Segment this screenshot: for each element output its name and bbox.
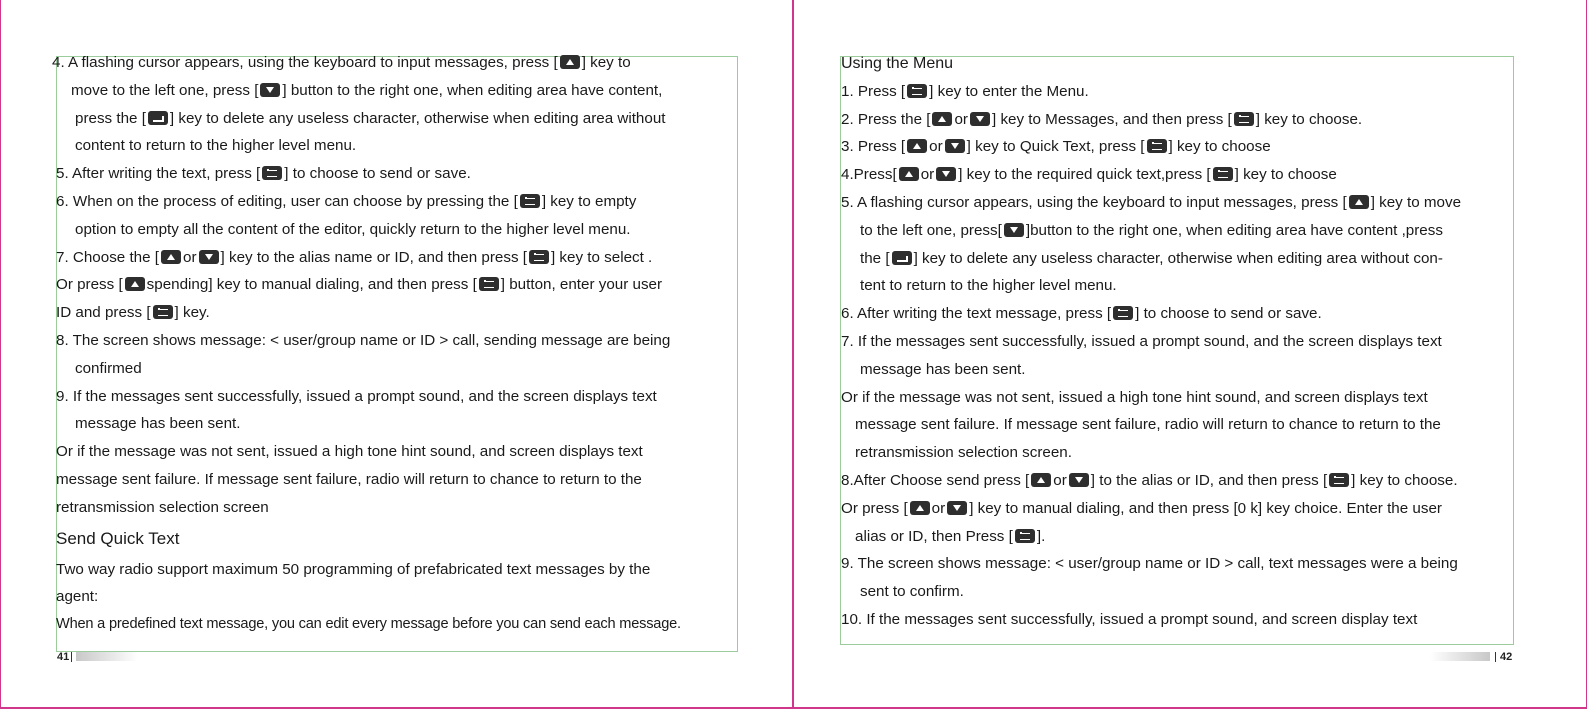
down-arrow-key-icon bbox=[199, 250, 219, 264]
menu-step-1: 1. Press [ ] key to enter the Menu. bbox=[841, 82, 1089, 100]
back-key-icon bbox=[148, 111, 168, 125]
step-7-line: 7. Choose the [ or ] key to the alias name or ID, and then press [ ] key to select . bbox=[56, 248, 653, 266]
down-arrow-key-icon bbox=[1004, 223, 1024, 237]
up-arrow-key-icon bbox=[910, 501, 930, 515]
section-heading-send-quick-text: Send Quick Text bbox=[56, 528, 180, 548]
menu-step-9-line-2: sent to confirm. bbox=[860, 583, 964, 601]
step-8-line-2: confirmed bbox=[75, 359, 142, 377]
menu-step-2: 2. Press the [ or ] key to Messages, and then press [ ] key to choose. bbox=[841, 110, 1363, 128]
menu-step-9-line-1: 9. The screen shows message: < user/group name or ID > call, text messages were a being bbox=[841, 555, 1458, 573]
failure-line-3: retransmission selection screen bbox=[56, 498, 269, 516]
section-heading-using-the-menu: Using the Menu bbox=[841, 55, 954, 72]
step-6-line-2: option to empty all the content of the editor, quickly return to the higher level menu. bbox=[75, 220, 631, 238]
left-page bbox=[0, 0, 792, 709]
menu-manual-dial-line-1: Or press [ or ] key to manual dialing, and then press [0 k] key choice. Enter the user bbox=[841, 499, 1442, 517]
up-arrow-key-icon bbox=[560, 55, 580, 69]
up-arrow-key-icon bbox=[899, 167, 919, 181]
down-arrow-key-icon bbox=[1069, 473, 1089, 487]
step-4-line-2: move to the left one, press [ ] button to the right one, when editing area have content, bbox=[71, 81, 663, 99]
down-arrow-key-icon bbox=[260, 83, 280, 97]
step-9-line-1: 9. If the messages sent successfully, issued a prompt sound, and the screen displays text bbox=[56, 387, 657, 405]
manual-dial-line-2: ID and press [ ] key. bbox=[56, 304, 210, 322]
menu-step-7-line-2: message has been sent. bbox=[860, 360, 1026, 378]
up-arrow-key-icon bbox=[1031, 473, 1051, 487]
menu-key-icon bbox=[907, 84, 927, 98]
page-number-right: 42 bbox=[1500, 651, 1513, 663]
manual-dial-line-1: Or press [ spending] key to manual dialing, and then press [ ] button, enter your user bbox=[56, 276, 663, 294]
menu-key-icon bbox=[1213, 167, 1233, 181]
menu-manual-dial-line-2: alias or ID, then Press [ ]. bbox=[855, 527, 1046, 545]
back-key-icon bbox=[892, 251, 912, 265]
menu-step-4: 4.Press[ or ] key to the required quick text,press [ ] key to choose bbox=[841, 166, 1337, 184]
left-text-block bbox=[52, 49, 681, 639]
step-5-line: 5. After writing the text, press [ ] to choose to send or save. bbox=[56, 165, 471, 183]
menu-step-3: 3. Press [ or ] key to Quick Text, press [ ] key to choose bbox=[841, 138, 1271, 156]
failure-line-2: message sent failure. If message sent failure, radio will return to chance to return to the bbox=[56, 470, 642, 488]
step-8-line-1: 8. The screen shows message: < user/group name or ID > call, sending message are being bbox=[56, 331, 671, 349]
menu-key-icon bbox=[1329, 473, 1349, 487]
menu-step-7-line-1: 7. If the messages sent successfully, issued a prompt sound, and the screen displays text bbox=[841, 332, 1442, 350]
menu-step-8: 8.After Choose send press [ or ] to the alias or ID, and then press [ ] key to choose. bbox=[841, 471, 1458, 489]
menu-key-icon bbox=[153, 305, 173, 319]
step-6-line-1: 6. When on the process of editing, user can choose by pressing the [ ] key to empty bbox=[56, 192, 637, 210]
menu-key-icon bbox=[1113, 306, 1133, 320]
menu-failure-line-1: Or if the message was not sent, issued a high tone hint sound, and screen displays text bbox=[841, 388, 1428, 406]
down-arrow-key-icon bbox=[936, 167, 956, 181]
page-number-bar-right bbox=[1430, 652, 1490, 661]
quick-text-para-line-2: agent: bbox=[56, 588, 99, 606]
menu-step-5-line-4: tent to return to the higher level menu. bbox=[860, 277, 1117, 295]
up-arrow-key-icon bbox=[125, 277, 145, 291]
quick-text-para-line-3: When a predefined text message, you can edit every message before you can send each message. bbox=[56, 616, 681, 633]
step-4-line-3: press the [ ] key to delete any useless character, otherwise when editing area without bbox=[75, 109, 666, 127]
menu-failure-line-2: message sent failure. If message sent failure, radio will return to chance to return to the bbox=[855, 416, 1441, 434]
step-4-line-4: content to return to the higher level menu. bbox=[75, 137, 357, 155]
down-arrow-key-icon bbox=[970, 112, 990, 126]
menu-key-icon bbox=[529, 250, 549, 264]
down-arrow-key-icon bbox=[947, 501, 967, 515]
right-page bbox=[794, 0, 1586, 709]
page-number-divider-right bbox=[1495, 652, 1496, 662]
menu-key-icon bbox=[1147, 139, 1167, 153]
menu-step-5-line-2: to the left one, press[ ]button to the right one, when editing area have content ,press bbox=[860, 221, 1443, 239]
up-arrow-key-icon bbox=[161, 250, 181, 264]
failure-line-1: Or if the message was not sent, issued a high tone hint sound, and screen displays text bbox=[56, 443, 643, 461]
up-arrow-key-icon bbox=[907, 139, 927, 153]
right-text-block bbox=[841, 50, 1461, 634]
menu-key-icon bbox=[1234, 112, 1254, 126]
page-number-left: 41 bbox=[57, 651, 70, 663]
menu-step-10: 10. If the messages sent successfully, issued a prompt sound, and screen display text bbox=[841, 610, 1418, 628]
step-4-line-1: 4. A flashing cursor appears, using the keyboard to input messages, press [ ] key to bbox=[52, 54, 631, 71]
menu-key-icon bbox=[262, 166, 282, 180]
menu-step-5-line-1: 5. A flashing cursor appears, using the keyboard to input messages, press [ ] key to move bbox=[841, 193, 1462, 211]
menu-step-5-line-3: the [ ] key to delete any useless character, otherwise when editing area without con- bbox=[860, 249, 1443, 267]
quick-text-para-line-1: Two way radio support maximum 50 programming of prefabricated text messages by the bbox=[56, 560, 651, 578]
page-number-divider-left bbox=[71, 652, 72, 662]
menu-key-icon bbox=[479, 277, 499, 291]
menu-step-6: 6. After writing the text message, press [ ] to choose to send or save. bbox=[841, 305, 1322, 323]
up-arrow-key-icon bbox=[932, 112, 952, 126]
up-arrow-key-icon bbox=[1349, 195, 1369, 209]
menu-key-icon bbox=[1015, 529, 1035, 543]
page-number-bar-left bbox=[76, 652, 138, 661]
menu-failure-line-3: retransmission selection screen. bbox=[855, 444, 1072, 462]
step-9-line-2: message has been sent. bbox=[75, 415, 241, 433]
menu-key-icon bbox=[520, 194, 540, 208]
down-arrow-key-icon bbox=[945, 139, 965, 153]
